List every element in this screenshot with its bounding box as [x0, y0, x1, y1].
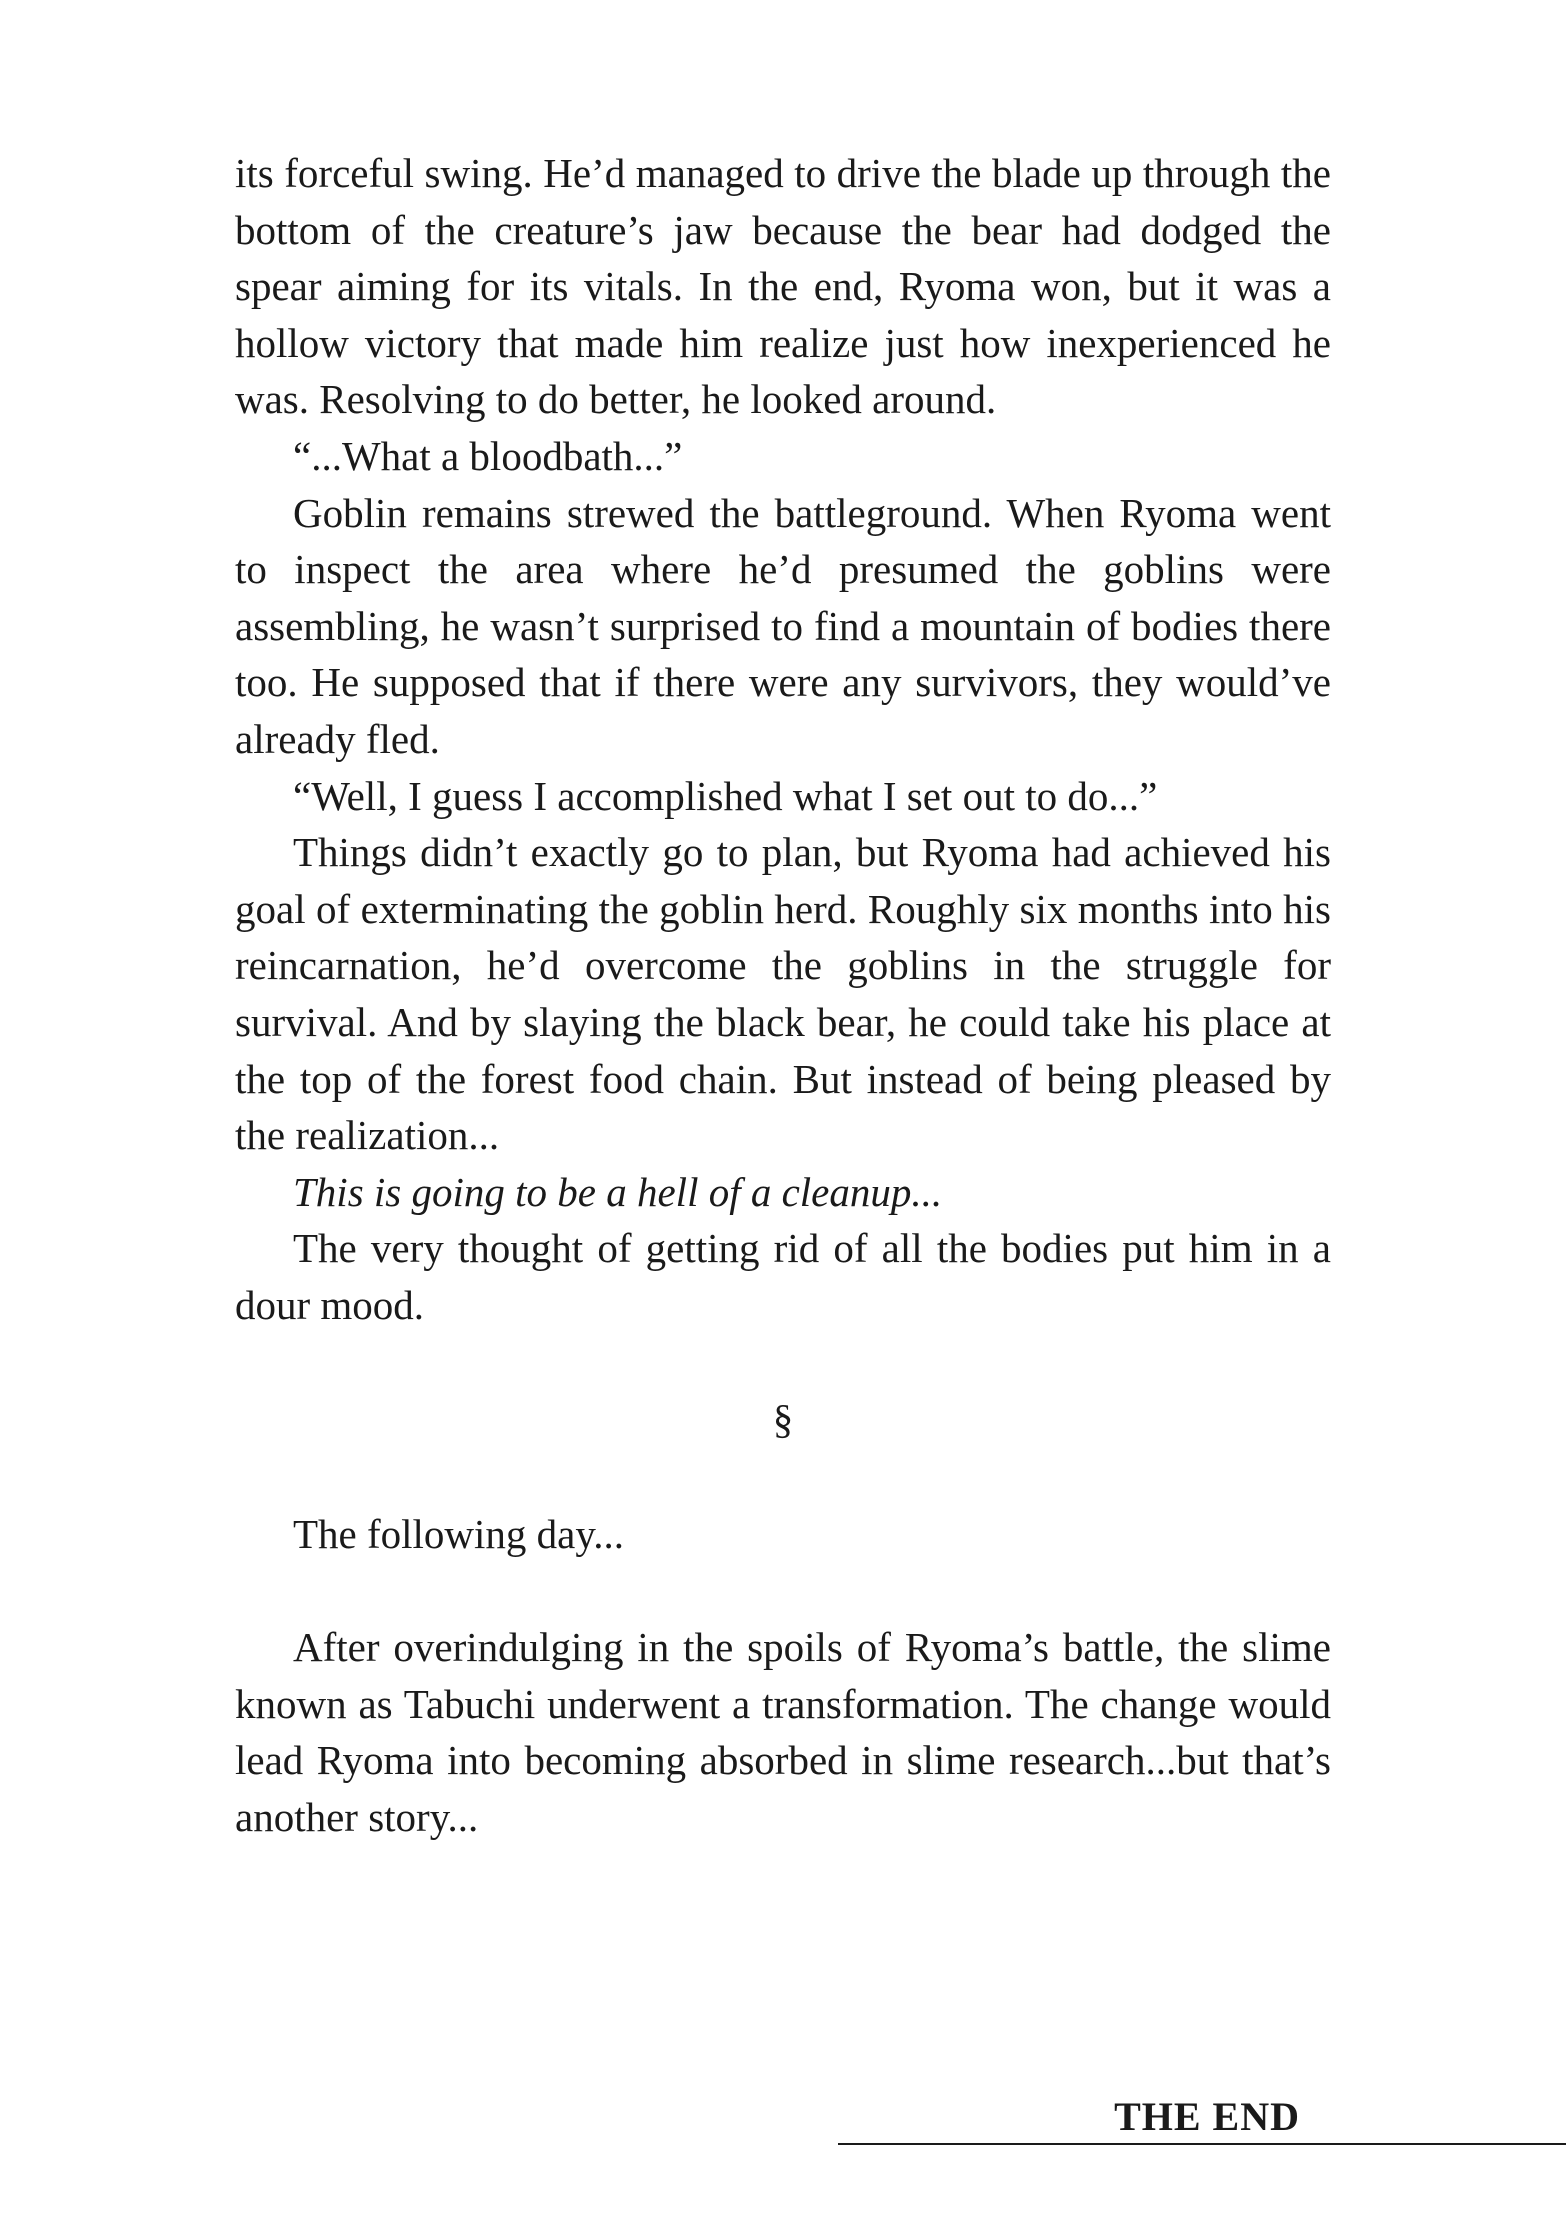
- the-end-rule: [838, 2143, 1566, 2145]
- paragraph-2: “...What a bloodbath...”: [293, 432, 683, 479]
- paragraph-3: Goblin remains strewed the battleground. When Ryoma went to inspect the area where he’d presumed the goblins were assembling, he wasn’t surprised to find a mountain of bodies there too. He supposed that if there were any survivors, they would’ve already fled.: [235, 489, 1331, 762]
- section-break-mark: §: [772, 1396, 794, 1443]
- paragraph-4: “Well, I guess I accomplished what I set out to do...”: [293, 772, 1158, 819]
- paragraph-6-thought: This is going to be a hell of a cleanup...: [293, 1168, 943, 1215]
- following-day-line: The following day...: [293, 1511, 624, 1558]
- the-end-marker: [838, 2094, 1566, 2154]
- paragraph-1: its forceful swing. He’d managed to drive the blade up through the bottom of the creature’s jaw because the bear had dodged the spear aiming for its vitals. In the end, Ryoma won, but it was a hollow victory that made him realize just how inexperienced he was. Resolving to do better, he looked around.: [235, 150, 1331, 423]
- closing-paragraph: After overindulging in the spoils of Ryoma’s battle, the slime known as Tabuchi underwent a transformation. The change would lead Ryoma into becoming absorbed in slime research...but that’s another story...: [235, 1624, 1331, 1841]
- paragraph-7: The very thought of getting rid of all the bodies put him in a dour mood.: [235, 1225, 1331, 1328]
- paragraph-5: Things didn’t exactly go to plan, but Ryoma had achieved his goal of exterminating the goblin herd. Roughly six months into his reincarnation, he’d overcome the goblins in the struggle for survival. And by slaying the black bear, he could take his place at the top of the forest food chain. But instead of being pleased by the realization...: [235, 829, 1331, 1159]
- body-text: [235, 145, 1331, 1846]
- the-end-label: THE END: [1114, 2094, 1300, 2139]
- blank-line: [235, 1563, 1331, 1620]
